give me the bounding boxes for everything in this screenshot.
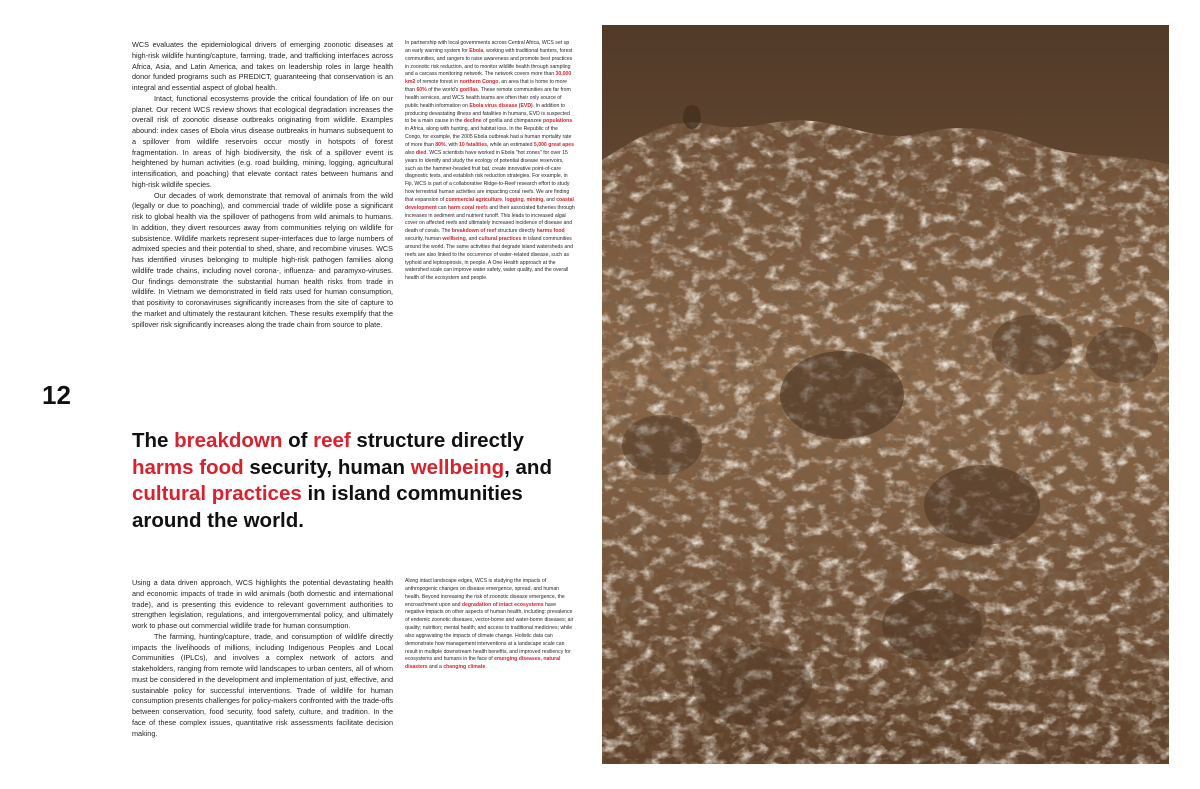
body-text: WCS evaluates the epidemiological drivers of emerging zoonotic diseases at high-risk wildlife hunting/capture, farming, trade, and trafficking interfaces across Africa, Asia, and Latin America, and takes on leadership roles in large health donor funded programs such as PREDICT, guaranteeing that conservation is an integral and essential aspect of global health. bbox=[132, 40, 393, 92]
highlight-text: populations bbox=[543, 118, 573, 125]
highlight-text: northern Congo bbox=[459, 79, 499, 86]
body-text: . These remote communities are far from health services, and WCS health teams are often their only source of public health information on bbox=[405, 87, 571, 109]
highlight-text: degradation of intact ecosystems bbox=[461, 601, 544, 608]
highlight-text: harms food bbox=[536, 228, 565, 235]
body-text: Along intact landscape edges, WCS is studying the impacts of anthropogenic changes on disease emergence, spread, and human health. Beyond increasing the risk of zoonotic disease emergence, the encroachment upon and bbox=[405, 578, 565, 608]
body-text: , working with traditional hunters, forest communities, and rangers to raise awareness and promote best practices in zoonotic risk reduction, and to monitor wildlife health through sampling and a carcass monitoring network. The network covers more than bbox=[405, 47, 573, 78]
paragraph bbox=[132, 578, 393, 632]
highlight-text: 5,000 great apes bbox=[533, 141, 574, 148]
body-column-right-bottom bbox=[405, 578, 575, 672]
body-text: and a bbox=[427, 664, 444, 671]
paragraph bbox=[132, 40, 393, 94]
highlight-text: died bbox=[415, 149, 427, 156]
body-text: also bbox=[405, 149, 416, 156]
highlight-text: 30,000 km2 bbox=[405, 71, 572, 86]
highlight-text: breakdown bbox=[174, 429, 283, 452]
highlight-text: 10 fatalities bbox=[459, 141, 488, 148]
body-text: , bbox=[540, 656, 544, 663]
body-text: of bbox=[282, 429, 314, 452]
highlight-text: breakdown of reef bbox=[451, 228, 497, 235]
body-text: of gorilla and chimpanzee bbox=[481, 118, 544, 125]
body-text: . WCS scientists have worked in Ebola "hot zones" for over 15 years to identify and study the ecology of potential disease reservoirs, such as the hammer-headed fruit bat, create innovative point-of-care diagnostic tests, and establish risk reduction strategies. For example, in Fiji, WCS is part of a collaborative Ridge-to-Reef research effort to study how terrestrial human activities are impacting coral reefs. We are finding that expansion of bbox=[405, 149, 570, 203]
paragraph bbox=[405, 578, 575, 672]
body-text: , bbox=[502, 196, 506, 203]
body-text: in island communities around the world. The same activities that degrade island watersheds and reefs are also linked to the occurrence of water-related disease, such as typhoid and leptospirosis, in people. A One Health approach at the watershed scale can improve water safety, water quality, and the overall health of the ecosystem and people. bbox=[405, 236, 573, 282]
body-column-right-top bbox=[405, 40, 575, 283]
highlight-text: mining bbox=[526, 196, 544, 203]
body-text: Our decades of work demonstrate that removal of animals from the wild (legally or due to poaching), and commercial trade of wildlife pose a significant risk to global health via the spillover of pathogens from wild animals to humans. In addition, they divert resources away from communities relying on wildlife for subsistence. Wildlife markets represent super-interfaces due to large numbers of admixed species and their potential to shed, share, and recombine viruses. WCS has identified viruses belonging to multiple high-risk pathogen families along wildlife trade chains, including novel corona-, influenza- and paramyxo-viruses. Our findings demonstrate the substantial human health risks from trade in wildlife. In Vietnam we demonstrated in field rats used for human consumption, that positivity to coronaviruses significantly increases from the site of capture to the market and ultimately the restaurant kitchen. These results exemplify that the spillover risk significantly increases along the trade chain from source to plate. bbox=[132, 190, 393, 329]
body-text: The bbox=[132, 429, 175, 452]
highlight-text: harms food bbox=[132, 455, 244, 479]
highlight-text: 60% bbox=[416, 87, 427, 94]
highlight-text: harm coral reefs bbox=[447, 204, 488, 211]
body-text: , and bbox=[504, 455, 552, 479]
body-text: in island communities around the world. bbox=[132, 482, 523, 532]
body-text: structure directly bbox=[496, 228, 537, 235]
highlight-text: wellbeing bbox=[410, 455, 505, 479]
body-text: and their associated fisheries through increases in sediment and nutrient runoff. This leads to increased algal cover on affected reefs and ultimately increased incidence of disease and death of corals. The bbox=[405, 204, 575, 235]
body-text: can bbox=[436, 204, 448, 211]
highlight-text: emerging diseases bbox=[494, 656, 541, 663]
paragraph bbox=[132, 632, 393, 740]
body-text: , while an estimated bbox=[487, 141, 534, 148]
highlight-text: wellbeing bbox=[442, 236, 466, 243]
highlight-text: cultural practices bbox=[132, 482, 302, 505]
body-text: , bbox=[523, 196, 527, 203]
body-text: . In addition to producing devastating illness and fatalities in humans, EVD is suspected to be a main cause in the bbox=[405, 102, 570, 125]
highlight-text: Ebola virus disease (EVD) bbox=[469, 102, 533, 109]
body-text: of remote forest in bbox=[415, 79, 460, 86]
body-column-left-bottom bbox=[132, 578, 393, 739]
paragraph bbox=[132, 94, 393, 191]
highlight-text: natural disasters bbox=[405, 656, 561, 671]
highlight-text: cultural practices bbox=[478, 236, 522, 243]
highlight-text: decline bbox=[463, 118, 482, 125]
highlight-text: coastal development bbox=[405, 196, 574, 211]
highlight-text: Ebola bbox=[469, 47, 484, 54]
page-number: 12 bbox=[42, 380, 71, 410]
body-text: Using a data driven approach, WCS highlights the potential devastating health and economic impacts of trade in wild animals (both domestic and international trade), and is presenting this evidence to relevant government authorities to strengthen legislation, regulations, and intergovernmental policy, and ultimately work to phase out commercial wildlife trade for human consumption. bbox=[132, 578, 393, 630]
body-text: The farming, hunting/capture, trade, and consumption of wildlife directly impacts the livelihoods of millions, including Indigenous Peoples and Local Communities (IPLCs), and involves a complex network of actors and stakeholders, ranging from remote wild landscapes to urban centers, all of whom must be considered in the development and implementation of just, effective, and sustainable policy for successful interventions. Trade of wildlife for human consumption presents challenges for policy-makers confronted with the trade-offs between conservation, food security, food safety, culture, and tradition. In the face of these complex issues, quantitative risk assessments facilitate decision making. bbox=[132, 631, 393, 738]
body-text: security, human bbox=[243, 455, 411, 479]
highlight-text: logging bbox=[505, 196, 524, 203]
body-text: structure directly bbox=[350, 429, 524, 452]
paragraph bbox=[132, 191, 393, 331]
body-text: , with bbox=[445, 141, 460, 148]
highlight-text: changing climate bbox=[443, 664, 486, 671]
body-text: In partnership with local governments across Central Africa, WCS set up an early warning system for bbox=[405, 40, 570, 54]
body-text: . bbox=[485, 664, 487, 671]
paragraph bbox=[405, 40, 575, 283]
body-text: of the world's bbox=[426, 87, 460, 94]
body-text: Intact, functional ecosystems provide the critical foundation of life on our planet. Our recent WCS review shows that ecological degradation increases the overall risk of zoonotic disease outbreaks originating from wildlife. Examples abound: index cases of Ebola virus disease outbreaks in humans subsequent to a spillover from wildlife reservoirs occur mostly in hotspots of forest fragmentation. In areas of high biodiversity, the risk of a spillover event is heightened by human activities (e.g. road building, mining, logging, agricultural intensification, and poaching) that elevate contact rates between humans and high-risk wildlife species. bbox=[132, 93, 393, 189]
body-text: , and bbox=[465, 236, 479, 243]
highlight-text: gorillas bbox=[459, 87, 479, 94]
pull-quote bbox=[132, 428, 582, 534]
body-column-left-top bbox=[132, 40, 393, 330]
highlight-text: 80% bbox=[435, 141, 446, 148]
body-text: have negative impacts on other aspects of human health, including: prevalence of endemic zoonotic diseases, vector-borne and water-borne diseases; air quality; nutrition; mental health; and access to traditional medicines; while also aggravating the impacts of climate change. Holistic data can demonstrate how management interventions at a landscape scale can result in multiple downstream health benefits, and improved resiliency for ecosystems and humans in the face of bbox=[405, 601, 574, 663]
body-text: , and bbox=[543, 196, 557, 203]
body-text: , an area that is home to more than bbox=[405, 79, 568, 94]
body-text: security, human bbox=[405, 236, 443, 243]
coral-reef-photo bbox=[602, 25, 1169, 764]
body-text: in Africa, along with hunting, and habitat loss. In the Republic of the Congo, for example, the 2005 Ebola outbreak had a human mortality rate of more than bbox=[405, 126, 572, 148]
highlight-text: commercial agriculture bbox=[445, 196, 503, 203]
highlight-text: reef bbox=[313, 429, 351, 452]
